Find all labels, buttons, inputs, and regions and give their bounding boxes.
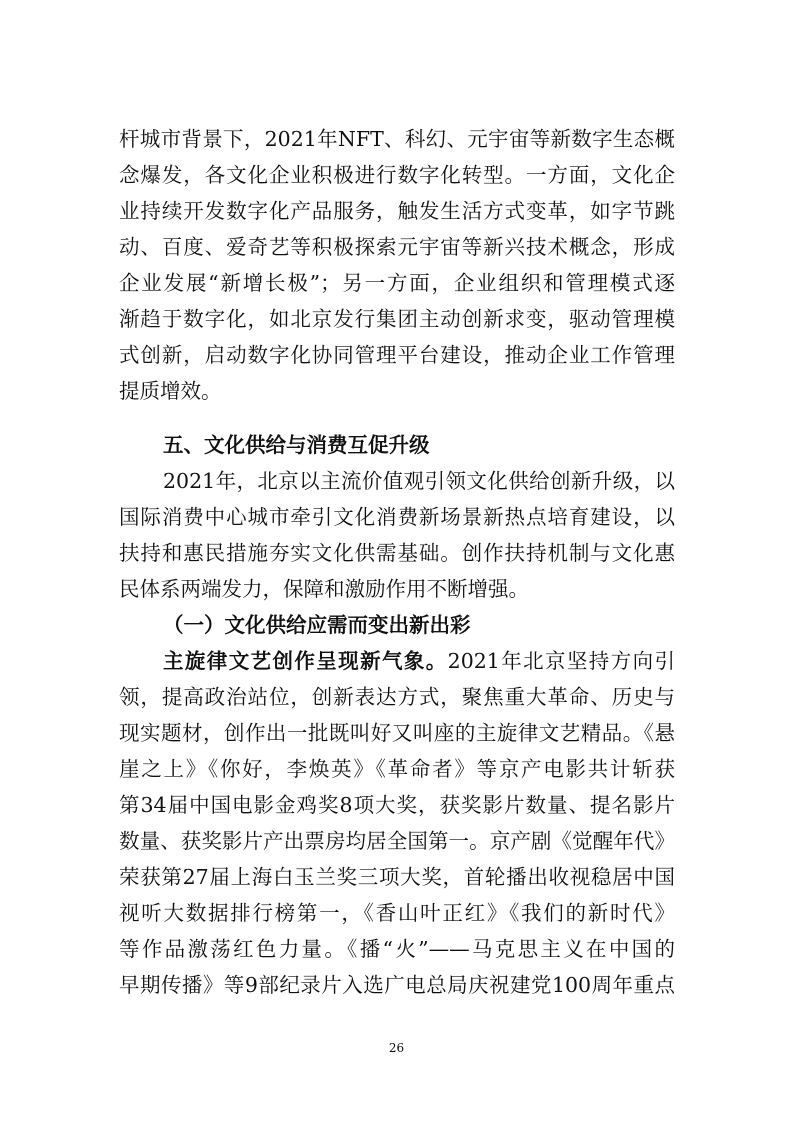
body-line: 扶持和惠民措施夯实文化供需基础。创作扶持机制与文化惠 <box>119 541 675 565</box>
body-line: 国际消费中心城市牵引文化消费新场景新热点培育建设，以 <box>119 505 675 529</box>
body-line: 杆城市背景下，2021年NFT、科幻、元宇宙等新数字生态概 <box>119 127 675 151</box>
body-line: 崖之上》《你好，李焕英》《革命者》等京产电影共计斩获 <box>119 757 675 781</box>
body-line: 业持续开发数字化产品服务，触发生活方式变革，如字节跳 <box>119 199 675 223</box>
body-line: 式创新，启动数字化协同管理平台建设，推动企业工作管理 <box>119 343 675 367</box>
body-line: 现实题材，创作出一批既叫好又叫座的主旋律文艺精品。《悬 <box>119 721 675 745</box>
body-line: 2021年，北京以主流价值观引领文化供给创新升级，以 <box>163 469 675 493</box>
body-line: 荣获第27届上海白玉兰奖三项大奖，首轮播出收视稳居中国 <box>119 865 675 889</box>
section-heading: 五、文化供给与消费互促升级 <box>163 433 430 457</box>
body-line: 民体系两端发力，保障和激励作用不断增强。 <box>119 577 529 601</box>
page-number: 26 <box>388 1041 405 1055</box>
body-line: 数量、获奖影片产出票房均居全国第一。京产剧《觉醒年代》 <box>119 829 675 853</box>
body-line: 动、百度、爱奇艺等积极探索元宇宙等新兴技术概念，形成 <box>119 235 675 259</box>
body-line: 视听大数据排行榜第一，《香山叶正红》《我们的新时代》 <box>119 901 675 925</box>
body-line: 早期传播》等9部纪录片入选广电总局庆祝建党100周年重点 <box>119 973 675 997</box>
body-line: 念爆发，各文化企业积极进行数字化转型。一方面，文化企 <box>119 163 675 187</box>
body-text: 2021年北京坚持方向引 <box>447 649 675 673</box>
body-line: 企业发展“新增长极”；另一方面，企业组织和管理模式逐 <box>119 271 675 295</box>
body-line: 领，提高政治站位，创新表达方式，聚焦重大革命、历史与 <box>119 685 675 709</box>
body-line: 渐趋于数字化，如北京发行集团主动创新求变，驱动管理模 <box>119 307 675 331</box>
subsection-heading: （一）文化供给应需而变出新出彩 <box>163 613 471 637</box>
body-line: 提质增效。 <box>119 379 222 403</box>
body-line-first <box>163 644 675 678</box>
body-line: 第34届中国电影金鸡奖8项大奖，获奖影片数量、提名影片 <box>119 793 675 817</box>
body-line: 等作品激荡红色力量。《播“火”——马克思主义在中国的 <box>119 937 675 961</box>
lead-phrase: 主旋律文艺创作呈现新气象。 <box>163 649 448 673</box>
